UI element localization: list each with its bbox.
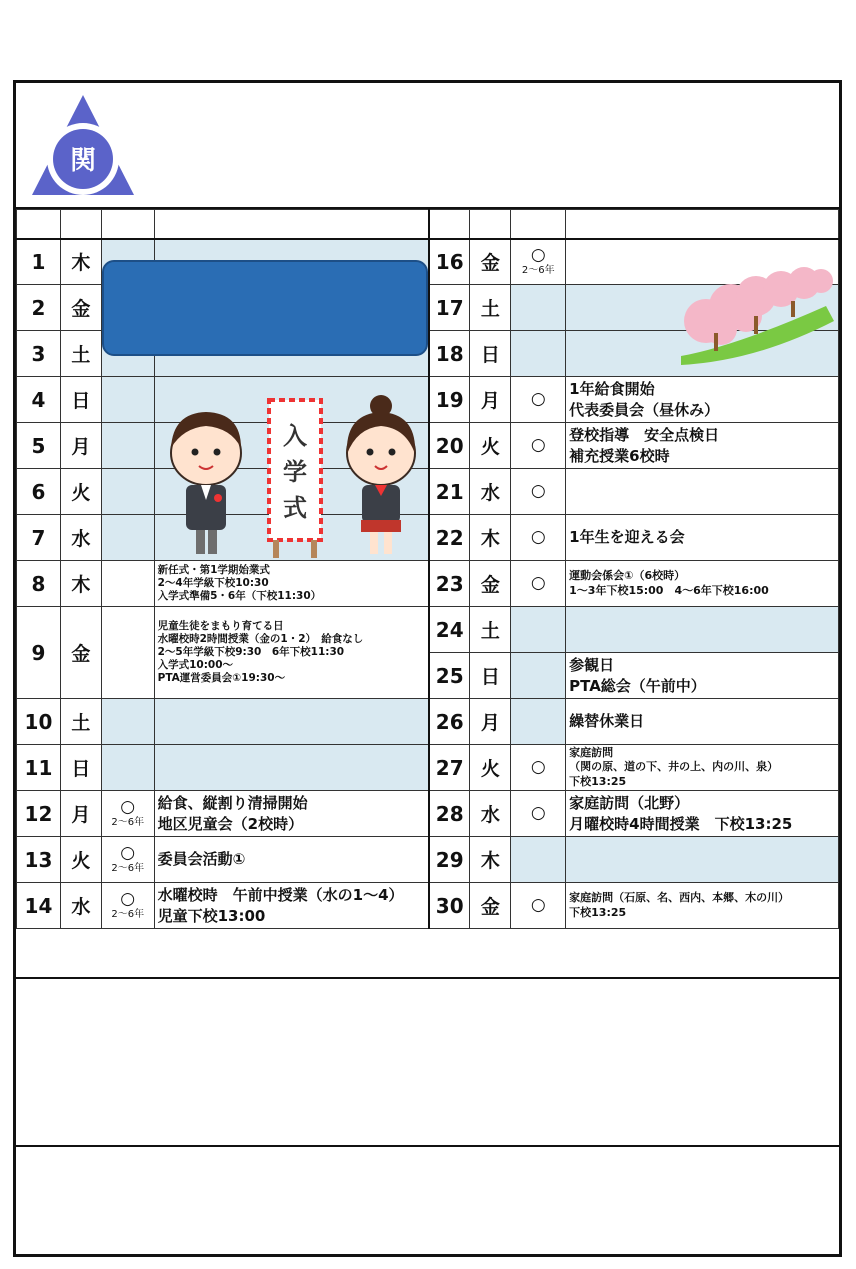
day-of-week: 日	[470, 331, 511, 377]
day-number: 21	[429, 469, 470, 515]
meal-cell	[101, 561, 154, 607]
day-number: 13	[17, 837, 61, 883]
day-number: 11	[17, 745, 61, 791]
day-number: 20	[429, 423, 470, 469]
meal-cell	[511, 607, 566, 653]
schedule-frame	[13, 80, 842, 1257]
meal-cell	[101, 883, 154, 929]
event-cell	[566, 745, 839, 791]
day-number: 27	[429, 745, 470, 791]
meal-mark: ○	[530, 527, 546, 547]
notice-bubble	[102, 260, 428, 356]
day-number: 10	[17, 699, 61, 745]
event-line: 下校13:25	[569, 774, 627, 788]
day-number: 19	[429, 377, 470, 423]
event-line: 1年給食開始	[569, 380, 655, 399]
header-meal	[511, 210, 566, 239]
header-dow	[470, 210, 511, 239]
meal-cell	[511, 515, 566, 561]
event-line: 参観日	[569, 656, 615, 675]
meal-cell	[511, 699, 566, 745]
day-of-week: 金	[60, 285, 101, 331]
event-line: 児童生徒をまもり育てる日	[157, 619, 284, 632]
day-number: 4	[17, 377, 61, 423]
school-contact-footer	[16, 1149, 839, 1257]
event-line: 家庭訪問	[569, 746, 614, 760]
event-line: 2～4年学級下校10:30	[157, 576, 269, 589]
event-line: PTA総会（午前中）	[569, 676, 706, 695]
day-number: 2	[17, 285, 61, 331]
meal-mark: ○	[530, 803, 546, 823]
day-of-week: 水	[60, 515, 101, 561]
event-line: 水曜校時2時間授業（金の1・2） 給食なし	[157, 632, 364, 645]
day-number: 17	[429, 285, 470, 331]
meal-cell	[511, 331, 566, 377]
meal-cell	[511, 469, 566, 515]
entrance-ceremony-illustration	[161, 388, 431, 563]
day-of-week: 水	[470, 791, 511, 837]
day-number: 29	[429, 837, 470, 883]
event-line: 補充授業6校時	[569, 446, 670, 465]
event-line: （関の原、道の下、井の上、内の川、泉）	[569, 760, 779, 774]
event-line: 登校指導 安全点検日	[569, 426, 720, 445]
meal-cell	[511, 791, 566, 837]
day-number: 7	[17, 515, 61, 561]
meal-cell	[101, 607, 154, 699]
event-cell	[154, 561, 429, 607]
meal-grade-note: 2～6年	[521, 265, 555, 277]
event-line: 委員会活動①	[157, 850, 246, 869]
day-of-week: 土	[60, 331, 101, 377]
cherry-blossom-illustration	[676, 261, 836, 366]
meal-cell	[511, 883, 566, 929]
meal-cell	[101, 837, 154, 883]
calendar-row	[17, 791, 839, 837]
event-cell	[566, 469, 839, 515]
meal-cell	[101, 791, 154, 837]
event-line: 児童下校13:00	[157, 906, 266, 925]
event-line: 入学式準備5・6年（下校11:30）	[157, 590, 322, 603]
notice-section	[16, 977, 839, 1147]
event-line: 運動会係会①（6校時）	[569, 569, 686, 583]
day-number: 5	[17, 423, 61, 469]
day-number: 23	[429, 561, 470, 607]
calendar-row	[17, 561, 839, 607]
event-line: 1年生を迎える会	[569, 528, 685, 547]
meal-grade-note: 2～6年	[111, 863, 145, 874]
calendar-row	[17, 607, 839, 653]
girl-student-icon	[347, 395, 415, 554]
header-dow	[60, 210, 101, 239]
calendar-row	[17, 883, 839, 929]
sign-char-2: 学	[283, 458, 307, 486]
event-cell	[566, 699, 839, 745]
day-of-week: 木	[470, 837, 511, 883]
day-number: 30	[429, 883, 470, 929]
event-line: 入学式10:00～	[157, 659, 234, 672]
day-of-week: 土	[470, 285, 511, 331]
day-number: 12	[17, 791, 61, 837]
meal-mark: ○	[530, 757, 546, 777]
event-cell	[154, 607, 429, 699]
header-day	[429, 210, 470, 239]
meal-grade-note: 2～6年	[111, 909, 145, 920]
day-number: 3	[17, 331, 61, 377]
day-of-week: 月	[60, 423, 101, 469]
event-line: 代表委員会（昼休み）	[569, 400, 720, 419]
school-goals	[16, 83, 839, 209]
boy-student-icon	[171, 412, 241, 554]
event-line: 月曜校時4時間授業 下校13:25	[569, 814, 793, 833]
day-of-week: 月	[60, 791, 101, 837]
event-cell	[566, 423, 839, 469]
header-meal	[101, 210, 154, 239]
day-number: 18	[429, 331, 470, 377]
meal-cell	[511, 561, 566, 607]
day-of-week: 金	[60, 607, 101, 699]
day-number: 22	[429, 515, 470, 561]
event-line: 給食、縦割り清掃開始	[157, 794, 308, 813]
day-of-week: 木	[60, 239, 101, 285]
event-cell	[154, 791, 429, 837]
event-cell	[566, 561, 839, 607]
event-line: 家庭訪問（石原、名、西内、本郷、木の川）	[569, 891, 790, 905]
calendar-row	[17, 745, 839, 791]
day-of-week: 金	[470, 239, 511, 285]
day-of-week: 金	[470, 561, 511, 607]
event-line: PTA運営委員会①19:30～	[157, 672, 286, 685]
event-cell	[566, 653, 839, 699]
event-cell	[566, 607, 839, 653]
day-of-week: 土	[60, 699, 101, 745]
day-number: 6	[17, 469, 61, 515]
meal-cell	[511, 837, 566, 883]
day-of-week: 日	[60, 377, 101, 423]
day-of-week: 日	[470, 653, 511, 699]
day-number: 14	[17, 883, 61, 929]
event-line: 2～5年学級下校9:30 6年下校11:30	[157, 645, 345, 658]
meal-cell	[101, 699, 154, 745]
day-of-week: 火	[470, 745, 511, 791]
day-of-week: 月	[470, 699, 511, 745]
event-line: 家庭訪問（北野）	[569, 794, 690, 813]
header-event	[566, 210, 839, 239]
meal-cell	[101, 423, 154, 469]
event-line: 下校13:25	[569, 905, 627, 919]
event-cell	[154, 837, 429, 883]
day-number: 1	[17, 239, 61, 285]
event-line: 繰替休業日	[569, 712, 645, 731]
day-of-week: 月	[470, 377, 511, 423]
calendar-row	[17, 699, 839, 745]
svg-text:関: 関	[69, 146, 97, 176]
event-cell	[566, 377, 839, 423]
event-cell	[566, 791, 839, 837]
sign-char-1: 入	[283, 422, 307, 450]
meal-mark: ○	[530, 389, 546, 409]
event-line: 水曜校時 午前中授業（水の1～4）	[157, 886, 404, 905]
event-cell	[566, 837, 839, 883]
meal-mark: ○	[530, 573, 546, 593]
meal-cell	[511, 653, 566, 699]
day-of-week: 火	[60, 469, 101, 515]
meal-cell	[101, 745, 154, 791]
sign-char-3: 式	[283, 494, 307, 522]
meal-cell	[511, 285, 566, 331]
meal-mark: ○	[120, 797, 136, 817]
meal-mark: ○	[120, 889, 136, 909]
day-of-week: 木	[60, 561, 101, 607]
blossom-cluster	[684, 267, 833, 345]
day-number: 16	[429, 239, 470, 285]
day-number: 24	[429, 607, 470, 653]
day-of-week: 木	[470, 515, 511, 561]
meal-mark: ○	[530, 245, 546, 266]
event-line: 新任式・第1学期始業式	[157, 563, 270, 576]
event-cell	[566, 515, 839, 561]
entrance-ceremony-sign	[269, 400, 321, 558]
day-of-week: 水	[60, 883, 101, 929]
meal-mark: ○	[530, 895, 546, 915]
event-cell	[154, 883, 429, 929]
school-emblem-logo	[28, 91, 138, 199]
event-line: 地区児童会（2校時）	[157, 814, 304, 833]
meal-cell	[101, 469, 154, 515]
day-number: 25	[429, 653, 470, 699]
day-of-week: 火	[470, 423, 511, 469]
day-of-week: 水	[470, 469, 511, 515]
day-of-week: 金	[470, 883, 511, 929]
header-event	[154, 210, 429, 239]
day-number: 28	[429, 791, 470, 837]
event-cell	[154, 699, 429, 745]
meal-grade-note: 2～6年	[111, 817, 145, 828]
meal-cell	[511, 423, 566, 469]
day-of-week: 火	[60, 837, 101, 883]
day-of-week: 日	[60, 745, 101, 791]
day-number: 8	[17, 561, 61, 607]
day-number: 26	[429, 699, 470, 745]
meal-cell	[101, 377, 154, 423]
meal-cell	[101, 515, 154, 561]
meal-cell	[511, 239, 566, 285]
meal-cell	[511, 377, 566, 423]
event-cell	[154, 745, 429, 791]
calendar-row	[17, 837, 839, 883]
event-line: 1～3年下校15:00 4～6年下校16:00	[569, 583, 769, 597]
day-of-week: 土	[470, 607, 511, 653]
event-cell	[566, 883, 839, 929]
meal-cell	[511, 745, 566, 791]
meal-mark: ○	[530, 481, 546, 501]
day-number: 9	[17, 607, 61, 699]
meal-mark: ○	[120, 843, 136, 863]
meal-mark: ○	[530, 435, 546, 455]
header-day	[17, 210, 61, 239]
